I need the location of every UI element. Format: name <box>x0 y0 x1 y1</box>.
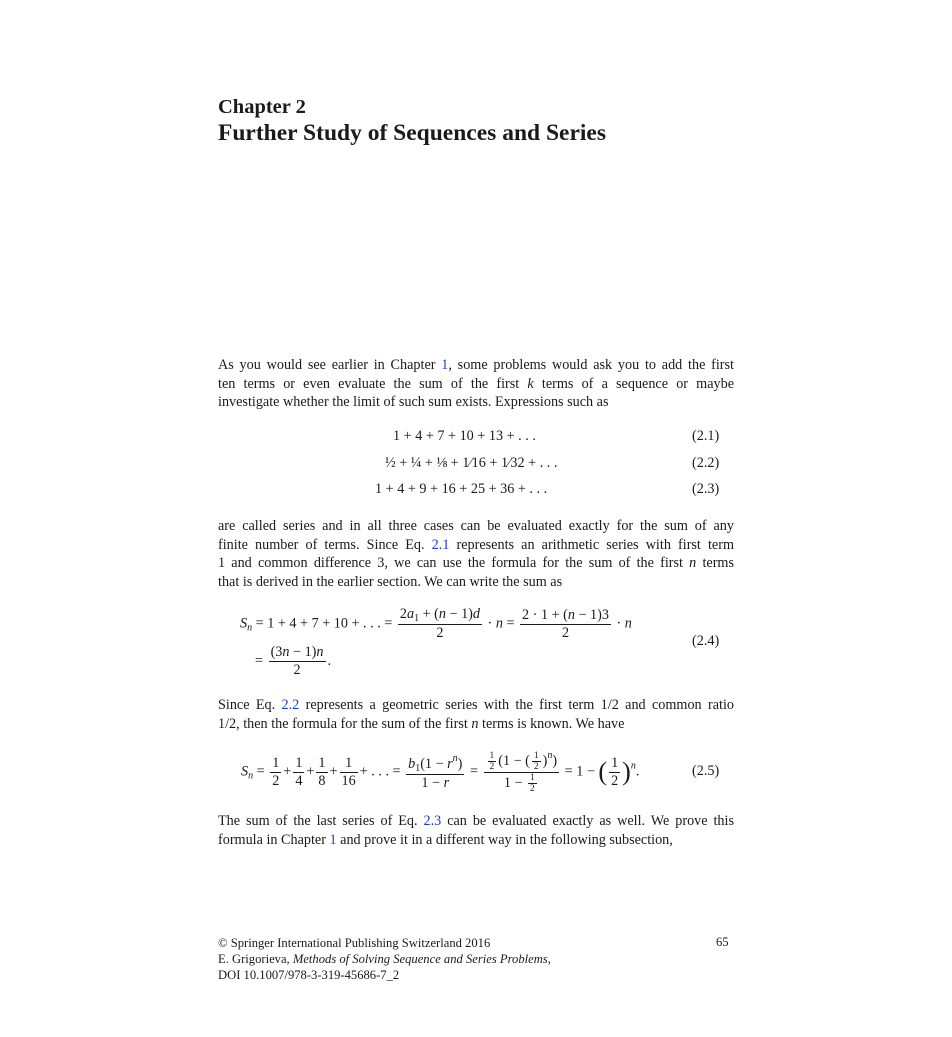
equation-ref-link[interactable]: 2.3 <box>423 813 442 829</box>
equation-2-3: 1 + 4 + 9 + 16 + 25 + 36 + . . . <box>375 481 548 497</box>
book-title: Methods of Solving Sequence and Series Problems <box>292 952 548 966</box>
equation-number: (2.1) <box>692 428 720 444</box>
footer <box>218 935 551 983</box>
equation-2-2: ½ + ¼ + ⅛ + 1⁄16 + 1⁄32 + . . . <box>385 455 558 471</box>
equation-ref-link[interactable]: 2.1 <box>431 536 450 553</box>
chapter-ref-link[interactable]: 1 <box>441 357 449 373</box>
equation-2-1: 1 + 4 + 7 + 10 + 13 + . . . <box>393 428 536 444</box>
equation-2-4-line1: $S_n = 1 + 4 + 7 + 10$ + . . . = $\frac{2a_1 + (n - 1)d}{2}$ · n = $\frac{2 \cdot 1 + (n - 1)3}{2}$ · n <box>240 606 632 641</box>
series-paragraph: are called series and in all three cases can be evaluated exactly for the sum of any finite number of terms. Since Eq. 2.1 represents an arithmetic series with first term 1 and common difference 3, we can use the formula for the sum of the first n terms that is derived in the earlier section. We can write the sum as <box>218 518 734 590</box>
doi-line: DOI 10.1007/978-3-319-45686-7_2 <box>218 968 400 982</box>
equation-number: (2.5) <box>692 763 720 779</box>
equation-number: (2.3) <box>692 481 720 497</box>
equation-2-5: $S_n$ = $\frac{1}{2}$ + $\frac{1}{4}$ + $\frac{1}{8}$ + $\frac{1}{16}$ + . . . = $\frac{b_1(1 - r^n)}{1 - r}$ = $\frac{1}{2}$ (1 − ( $\frac{1}{2}$ )$^n$) 1 − $\frac{1}{2}$ = 1 − ( $\frac{1}{2}$ )$^n$. <box>241 750 640 795</box>
equation-ref-link[interactable]: 2.2 <box>281 697 300 713</box>
equation-number: (2.4) <box>692 633 720 649</box>
closing-paragraph: The sum of the last series of Eq. 2.3 can be evaluated exactly as well. We prove this formula in Chapter 1 and prove it in a different way in the following subsection, <box>218 813 734 848</box>
citation-line: E. Grigorieva, Methods of Solving Sequence and Series Problems, <box>218 952 551 966</box>
intro-paragraph: As you would see earlier in Chapter 1, some problems would ask you to add the first ten terms or even evaluate the sum of the first k terms of a sequence or maybe investigate whether the limit of such sum exists. Expressions such as <box>218 357 735 411</box>
page-number: 65 <box>716 935 729 949</box>
chapter-ref-link[interactable]: 1 <box>329 831 337 848</box>
geometric-paragraph: Since Eq. 2.2 represents a geometric series with the first term 1/2 and common ratio 1/2, then the formula for the sum of the first n terms is known. We have <box>218 697 734 732</box>
equation-number: (2.2) <box>692 455 720 471</box>
copyright-line: © Springer International Publishing Switzerland 2016 <box>218 936 491 950</box>
chapter-title: Further Study of Sequences and Series <box>218 120 606 146</box>
equation-2-4-line2: = $\frac{(3n - 1)n}{2}$ . <box>255 644 332 678</box>
chapter-label: Chapter 2 <box>218 96 306 118</box>
